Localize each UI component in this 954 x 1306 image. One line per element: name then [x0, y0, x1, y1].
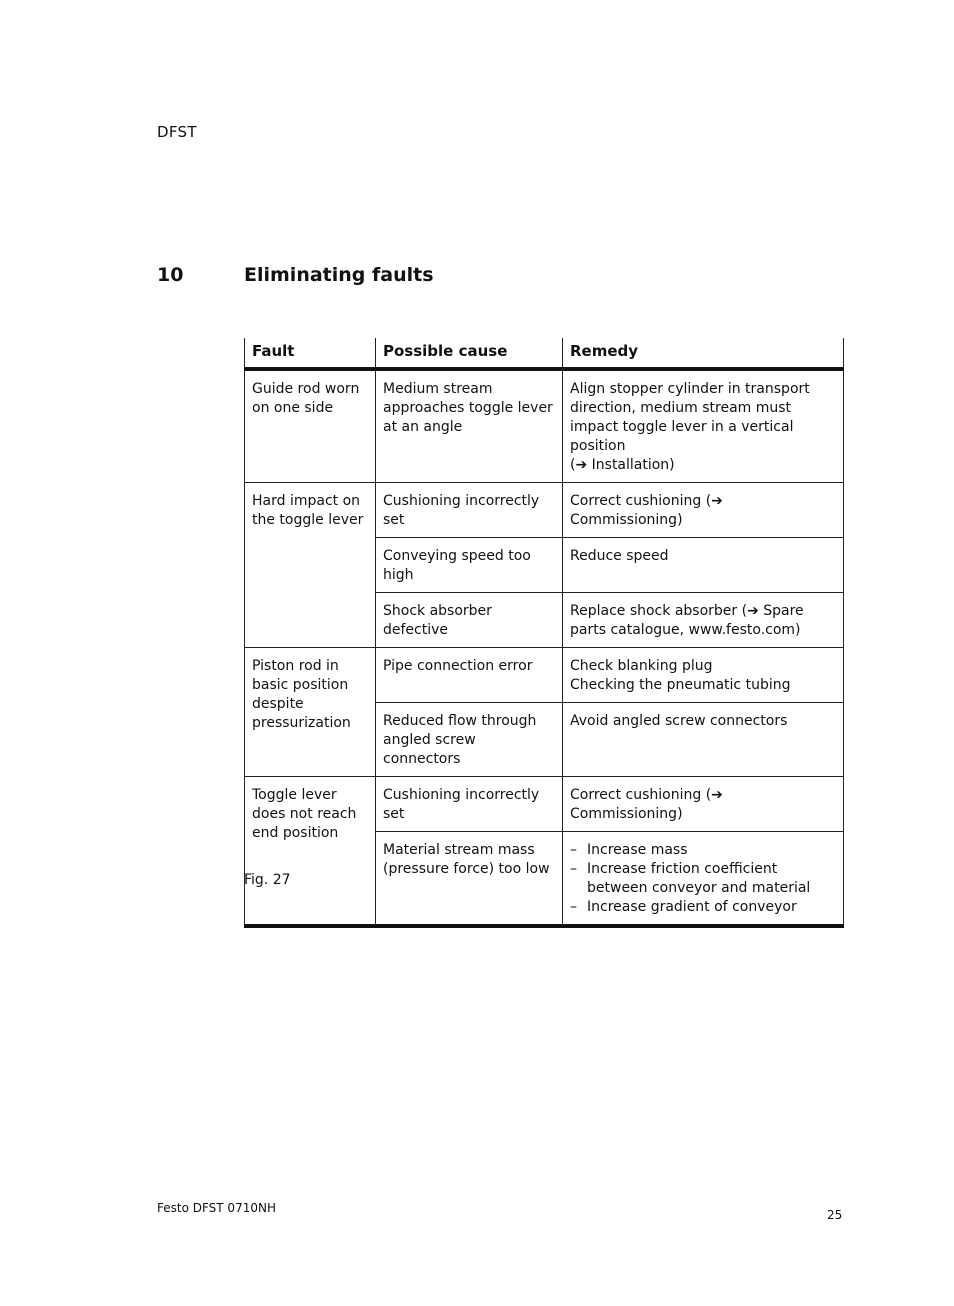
remedy-line: Check blanking plug — [570, 658, 713, 674]
cause-cell: Shock absorber defective — [376, 593, 563, 648]
remedy-line: Correct cushioning (➔ Commissioning) — [570, 493, 723, 528]
figure-caption: Fig. 27 — [244, 872, 291, 888]
running-header: DFST — [157, 123, 197, 141]
table-row — [245, 483, 844, 538]
section-number: 10 — [157, 264, 184, 286]
remedy-line: (➔ Installation) — [570, 457, 675, 473]
list-item-text: Increase friction coefficient between conveyor and material — [587, 861, 811, 896]
section-title: Eliminating faults — [244, 264, 434, 286]
fault-cell: Piston rod in basic position despite pressurization — [245, 648, 376, 777]
dash-marker: – — [570, 899, 577, 915]
list-item-text: Increase gradient of conveyor — [587, 899, 797, 915]
fault-cell: Hard impact on the toggle lever — [245, 483, 376, 648]
cause-cell: Cushioning incorrectly set — [376, 777, 563, 832]
remedy-line: Avoid angled screw connectors — [570, 713, 788, 729]
remedy-cell — [563, 703, 844, 777]
list-item — [570, 860, 837, 898]
dash-marker: – — [570, 842, 577, 858]
remedy-list — [570, 841, 837, 917]
list-item — [570, 841, 837, 860]
fault-cell: Guide rod worn on one side — [245, 369, 376, 483]
remedy-cell — [563, 483, 844, 538]
cause-cell: Reduced flow through angled screw connectors — [376, 703, 563, 777]
remedy-cell — [563, 593, 844, 648]
dash-marker: – — [570, 861, 577, 877]
cause-cell: Pipe connection error — [376, 648, 563, 703]
footer-document-id: Festo DFST 0710NH — [157, 1201, 276, 1215]
remedy-cell — [563, 832, 844, 927]
list-item-text: Increase mass — [587, 842, 688, 858]
cause-cell: Conveying speed too high — [376, 538, 563, 593]
col-header-remedy: Remedy — [563, 338, 844, 369]
page-number: 25 — [827, 1208, 843, 1222]
remedy-cell — [563, 369, 844, 483]
list-item — [570, 898, 837, 917]
table-row — [245, 648, 844, 703]
cause-cell: Material stream mass (pressure force) too low — [376, 832, 563, 927]
cause-cell: Cushioning incorrectly set — [376, 483, 563, 538]
remedy-cell — [563, 538, 844, 593]
remedy-line: Align stopper cylinder in transport direction, medium stream must impact toggle lever in a vertical position — [570, 381, 810, 454]
table-row — [245, 369, 844, 483]
faults-table — [244, 338, 844, 928]
remedy-cell — [563, 648, 844, 703]
remedy-line: Correct cushioning (➔ Commissioning) — [570, 787, 723, 822]
cause-cell: Medium stream approaches toggle lever at an angle — [376, 369, 563, 483]
remedy-line: Reduce speed — [570, 548, 669, 564]
fault-cell: Toggle lever does not reach end position — [245, 777, 376, 927]
col-header-cause: Possible cause — [376, 338, 563, 369]
table-row — [245, 777, 844, 832]
col-header-fault: Fault — [245, 338, 376, 369]
remedy-line: Replace shock absorber (➔ Spare parts catalogue, www.festo.com) — [570, 603, 804, 638]
remedy-line: Checking the pneumatic tubing — [570, 677, 791, 693]
table-header-row — [245, 338, 844, 369]
remedy-cell — [563, 777, 844, 832]
